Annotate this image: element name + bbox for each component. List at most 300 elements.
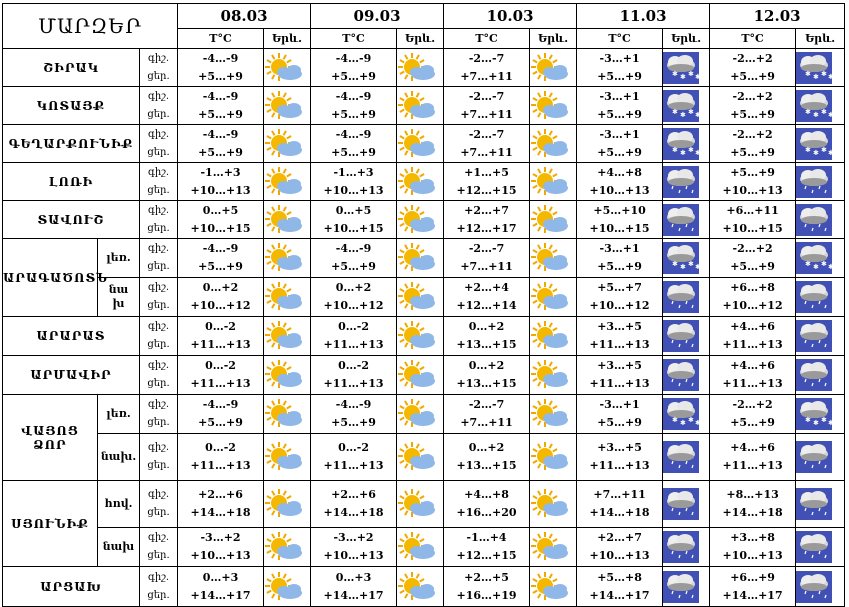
day-temp: +11…+13 (323, 377, 384, 390)
night-temp: 0…-2 (205, 320, 236, 333)
night-temp: -4…-9 (335, 127, 372, 141)
region-name: ՍՅՈՒՆԻՔ (3, 481, 98, 567)
weather-cell (796, 481, 845, 528)
weather-cell (796, 567, 845, 607)
night-temp: -4…-9 (335, 398, 372, 411)
date-header: 09.03 (311, 4, 444, 29)
temperature-cell (311, 278, 397, 317)
day-label: ցեր. (147, 339, 170, 350)
weather-cell (397, 163, 444, 201)
rain-cloud-icon (796, 359, 844, 391)
night-temp: -4…-9 (202, 127, 239, 141)
weather-cell (663, 481, 710, 528)
svg-text:✱: ✱ (672, 416, 678, 424)
day-temp: +12…+15 (456, 549, 517, 562)
rain-cloud-icon (663, 488, 709, 520)
day-temp: +11…+13 (722, 459, 783, 472)
night-label: գիշ. (147, 204, 170, 216)
temperature-cell (444, 125, 530, 163)
sun-cloud-icon (397, 52, 443, 84)
night-temp: -3…+2 (200, 531, 241, 544)
night-day-labels (140, 395, 178, 434)
night-temp: 0…-2 (338, 320, 369, 333)
day-temp: +11…+13 (190, 377, 251, 390)
date-header: 12.03 (710, 4, 845, 29)
night-temp: +5…+10 (593, 203, 646, 217)
weather-cell (264, 317, 311, 356)
snow-cloud-icon (663, 90, 709, 122)
subregion-name: լեռ. (98, 239, 140, 278)
temperature-cell (577, 278, 663, 317)
temperature-cell (444, 201, 530, 239)
day-temp: +14…+18 (589, 506, 650, 519)
night-label: գիշ. (147, 399, 170, 410)
region-name: ԱՐՄԱՎԻՐ (3, 356, 140, 395)
day-temp: +10…+15 (589, 221, 650, 235)
snow-cloud-icon (663, 128, 709, 160)
table-row (3, 49, 845, 87)
table-row (3, 201, 845, 239)
weather-column-header: Երև. (796, 29, 845, 49)
day-temp: +11…+13 (589, 338, 650, 351)
day-temp: +5…+9 (331, 145, 376, 159)
sun-cloud-icon (530, 320, 576, 352)
night-day-labels (140, 528, 178, 567)
sun-cloud-icon (397, 531, 443, 563)
weather-cell (796, 528, 845, 567)
day-temp: +14…+17 (190, 588, 251, 602)
svg-text:✱: ✱ (813, 419, 819, 427)
weather-cell (796, 239, 845, 278)
night-day-labels (140, 317, 178, 356)
rain-cloud-icon (796, 281, 844, 313)
night-day-labels (140, 481, 178, 528)
temperature-cell (311, 49, 397, 87)
night-temp: 0…+2 (468, 320, 505, 333)
day-temp: +11…+13 (190, 338, 251, 351)
night-label: գիշ. (147, 90, 170, 102)
night-day-labels (140, 434, 178, 481)
night-day-labels (140, 125, 178, 163)
weather-cell (264, 567, 311, 607)
day-temp: +11…+13 (323, 338, 384, 351)
svg-text:✱: ✱ (821, 107, 827, 116)
sun-cloud-icon (530, 204, 576, 236)
temperature-cell (311, 434, 397, 481)
day-temp: +5…+9 (597, 260, 642, 273)
night-day-labels (140, 239, 178, 278)
day-temp: +5…+9 (730, 107, 775, 121)
rain-cloud-icon (796, 320, 844, 352)
weather-column-header: Երև. (663, 29, 710, 49)
night-temp: 0…+2 (468, 441, 505, 454)
day-temp: +5…+9 (331, 260, 376, 273)
night-temp: +4…+6 (730, 359, 775, 372)
night-label: գիշ. (147, 52, 170, 64)
svg-text:✱: ✱ (828, 110, 834, 119)
sun-cloud-icon (397, 398, 443, 430)
weather-cell (663, 395, 710, 434)
day-temp: +14…+18 (190, 506, 251, 519)
day-temp: +10…+13 (190, 183, 251, 197)
day-temp: +10…+15 (722, 221, 783, 235)
table-row (3, 125, 845, 163)
region-name: ԱՐՑԱԽ (3, 567, 140, 607)
temperature-cell (444, 434, 530, 481)
night-temp: +2…+5 (464, 570, 509, 584)
night-label: գիշ. (147, 442, 170, 453)
temperature-cell (444, 317, 530, 356)
day-temp: +10…+13 (190, 549, 251, 562)
sun-cloud-icon (530, 128, 576, 160)
weather-cell (397, 434, 444, 481)
rain-cloud-icon (663, 204, 709, 236)
region-name: ԳԵՂԱՐՔՈՒՆԻՔ (3, 125, 140, 163)
night-label: գիշ. (147, 166, 170, 178)
svg-text:✱: ✱ (688, 145, 694, 154)
temperature-cell (444, 239, 530, 278)
day-temp: +5…+9 (730, 260, 775, 273)
night-label: գիշ. (147, 128, 170, 140)
sun-cloud-icon (264, 204, 310, 236)
snow-cloud-icon (796, 398, 844, 430)
weather-cell (397, 125, 444, 163)
sun-cloud-icon (530, 359, 576, 391)
temperature-cell (311, 317, 397, 356)
day-temp: +16…+20 (456, 506, 517, 519)
day-label: ցեր. (147, 550, 170, 561)
weather-cell (796, 163, 845, 201)
weather-cell (663, 239, 710, 278)
weather-cell (663, 317, 710, 356)
night-temp: 0…+5 (202, 203, 239, 217)
night-day-labels (140, 278, 178, 317)
temperature-cell (710, 125, 796, 163)
night-temp: 0…-2 (338, 441, 369, 454)
temperature-cell (178, 278, 264, 317)
day-label: ցեր. (147, 261, 170, 272)
temperature-cell (710, 481, 796, 528)
svg-text:✱: ✱ (672, 260, 678, 268)
sun-cloud-icon (397, 359, 443, 391)
day-temp: +5…+9 (597, 107, 642, 121)
temperature-cell (178, 528, 264, 567)
day-temp: +5…+9 (730, 416, 775, 429)
weather-cell (663, 278, 710, 317)
weather-cell (796, 278, 845, 317)
svg-text:✱: ✱ (821, 69, 827, 78)
night-temp: -4…-9 (202, 398, 239, 411)
subregion-name: նա խ (98, 278, 140, 317)
weather-cell (264, 201, 311, 239)
temperature-cell (710, 528, 796, 567)
snow-cloud-icon (796, 128, 844, 160)
rain-cloud-icon (663, 166, 709, 198)
temperature-cell (178, 49, 264, 87)
sun-cloud-icon (530, 398, 576, 430)
night-day-labels (140, 567, 178, 607)
night-temp: -3…+1 (599, 398, 640, 411)
region-name: ՏԱՎՈՒՇ (3, 201, 140, 239)
subregion-name: նախ. (98, 434, 140, 481)
table-row (3, 87, 845, 125)
date-header: 08.03 (178, 4, 311, 29)
night-temp: -2…-7 (468, 89, 505, 103)
temperature-cell (178, 481, 264, 528)
svg-text:✱: ✱ (813, 148, 819, 157)
region-name: ԱՐԱԳԱԾՈՏՆ (3, 239, 98, 317)
temp-column-header: T°C (178, 29, 264, 49)
temperature-cell (444, 49, 530, 87)
temperature-cell (710, 567, 796, 607)
temperature-cell (178, 434, 264, 481)
day-temp: +7…+11 (460, 260, 513, 273)
night-temp: 0…-2 (338, 359, 369, 372)
svg-text:✱: ✱ (695, 148, 701, 157)
weather-cell (264, 481, 311, 528)
svg-text:✱: ✱ (695, 263, 701, 271)
night-temp: +3…+5 (597, 359, 642, 372)
table-row (3, 434, 845, 481)
night-temp: -2…-7 (468, 51, 505, 65)
night-temp: -4…-9 (202, 51, 239, 65)
day-label: ցեր. (147, 108, 170, 120)
day-temp: +11…+13 (190, 459, 251, 472)
night-temp: +2…+7 (464, 203, 509, 217)
day-temp: +5…+9 (730, 69, 775, 83)
subregion-name: հով. (98, 481, 140, 528)
svg-text:✱: ✱ (688, 260, 694, 268)
svg-text:✱: ✱ (828, 263, 834, 271)
snow-cloud-icon (663, 52, 709, 84)
sun-cloud-icon (397, 204, 443, 236)
day-temp: +14…+18 (722, 506, 783, 519)
temperature-cell (577, 434, 663, 481)
day-temp: +14…+17 (323, 588, 384, 602)
temperature-cell (577, 125, 663, 163)
night-temp: -2…+2 (732, 51, 773, 65)
night-temp: -4…-9 (335, 89, 372, 103)
night-label: գիշ. (147, 532, 170, 543)
night-temp: -2…-7 (468, 127, 505, 141)
sun-cloud-icon (264, 52, 310, 84)
night-temp: +2…+7 (597, 531, 642, 544)
weather-cell (663, 528, 710, 567)
region-name: ԱՐԱՐԱՏ (3, 317, 140, 356)
temperature-cell (710, 201, 796, 239)
svg-text:✱: ✱ (821, 416, 827, 424)
temp-column-header: T°C (311, 29, 397, 49)
night-temp: -2…-7 (468, 242, 505, 255)
temperature-cell (444, 395, 530, 434)
day-temp: +13…+15 (456, 377, 517, 390)
temperature-cell (311, 87, 397, 125)
weather-cell (397, 201, 444, 239)
day-label: ցեր. (147, 146, 170, 158)
weather-cell (530, 528, 577, 567)
rain-cloud-icon (663, 320, 709, 352)
snow-cloud-icon (663, 242, 709, 274)
snow-cloud-icon (796, 52, 844, 84)
day-temp: +10…+13 (722, 549, 783, 562)
temperature-cell (311, 395, 397, 434)
temperature-cell (577, 201, 663, 239)
sun-cloud-icon (397, 320, 443, 352)
svg-text:✱: ✱ (828, 72, 834, 81)
day-temp: +14…+17 (589, 588, 650, 602)
night-temp: -2…+2 (732, 242, 773, 255)
table-row (3, 395, 845, 434)
table-row (3, 356, 845, 395)
temperature-cell (577, 567, 663, 607)
date-header: 10.03 (444, 4, 577, 29)
weather-cell (397, 356, 444, 395)
weather-cell (663, 87, 710, 125)
night-temp: -3…+1 (599, 242, 640, 255)
day-temp: +12…+14 (456, 299, 517, 312)
weather-cell (530, 356, 577, 395)
weather-cell (796, 395, 845, 434)
weather-cell (530, 87, 577, 125)
weather-column-header: Երև. (264, 29, 311, 49)
weather-cell (663, 567, 710, 607)
day-temp: +5…+9 (198, 145, 243, 159)
day-temp: +10…+13 (323, 183, 384, 197)
day-temp: +7…+11 (460, 416, 513, 429)
weather-cell (530, 239, 577, 278)
svg-text:✱: ✱ (828, 148, 834, 157)
weather-cell (530, 49, 577, 87)
weather-cell (264, 49, 311, 87)
rain-cloud-icon (796, 488, 844, 520)
temperature-cell (710, 434, 796, 481)
sun-cloud-icon (530, 242, 576, 274)
sun-cloud-icon (264, 128, 310, 160)
day-label: ցեր. (147, 460, 170, 471)
weather-cell (796, 87, 845, 125)
sun-cloud-icon (530, 571, 576, 603)
day-temp: +5…+9 (198, 260, 243, 273)
rain-cloud-icon (796, 531, 844, 563)
day-temp: +16…+19 (456, 588, 517, 602)
weather-column-header: Երև. (397, 29, 444, 49)
weather-cell (264, 163, 311, 201)
weather-cell (264, 125, 311, 163)
day-temp: +5…+9 (331, 107, 376, 121)
night-temp: +7…+11 (593, 488, 646, 501)
svg-text:✱: ✱ (672, 69, 678, 78)
weather-cell (264, 278, 311, 317)
night-day-labels (140, 201, 178, 239)
sun-cloud-icon (264, 441, 310, 473)
night-temp: -1…+3 (333, 165, 374, 179)
svg-text:✱: ✱ (821, 260, 827, 268)
night-temp: -4…-9 (335, 51, 372, 65)
night-temp: +3…+5 (597, 441, 642, 454)
temperature-cell (444, 528, 530, 567)
day-label: ցեր. (147, 222, 170, 234)
night-temp: +5…+8 (597, 570, 642, 584)
svg-text:✱: ✱ (813, 263, 819, 271)
day-label: ցեր. (147, 378, 170, 389)
day-temp: +14…+18 (323, 506, 384, 519)
temperature-cell (577, 317, 663, 356)
weather-cell (796, 201, 845, 239)
day-temp: +14…+17 (722, 588, 783, 602)
svg-text:✱: ✱ (680, 110, 686, 119)
night-temp: -3…+1 (599, 127, 640, 141)
day-label: ցեր. (147, 184, 170, 196)
svg-text:✱: ✱ (672, 107, 678, 116)
svg-text:✱: ✱ (695, 72, 701, 81)
weather-cell (796, 125, 845, 163)
temperature-cell (710, 49, 796, 87)
weather-cell (530, 395, 577, 434)
day-temp: +12…+15 (456, 183, 517, 197)
night-temp: -1…+4 (466, 531, 507, 544)
sun-cloud-icon (264, 90, 310, 122)
svg-text:✱: ✱ (688, 69, 694, 78)
temperature-cell (710, 395, 796, 434)
temperature-cell (577, 239, 663, 278)
svg-text:✱: ✱ (695, 110, 701, 119)
night-temp: 0…-2 (205, 441, 236, 454)
sun-cloud-icon (264, 571, 310, 603)
weather-column-header: Երև. (530, 29, 577, 49)
night-temp: +5…+7 (597, 281, 642, 294)
temperature-cell (178, 567, 264, 607)
svg-text:✱: ✱ (813, 72, 819, 81)
day-temp: +5…+9 (730, 145, 775, 159)
sun-cloud-icon (530, 90, 576, 122)
weather-cell (663, 163, 710, 201)
table-row (3, 528, 845, 567)
night-temp: +3…+5 (597, 320, 642, 333)
day-label: ցեր. (147, 507, 170, 518)
weather-cell (530, 278, 577, 317)
svg-text:✱: ✱ (688, 416, 694, 424)
night-temp: -3…+1 (599, 89, 640, 103)
temperature-cell (577, 49, 663, 87)
day-label: ցեր. (147, 589, 170, 601)
day-temp: +10…+15 (323, 221, 384, 235)
svg-text:✱: ✱ (680, 72, 686, 81)
sun-cloud-icon (530, 441, 576, 473)
temperature-cell (311, 201, 397, 239)
weather-cell (264, 395, 311, 434)
weather-cell (796, 317, 845, 356)
temperature-cell (577, 87, 663, 125)
weather-cell (397, 278, 444, 317)
sun-cloud-icon (530, 488, 576, 520)
temp-column-header: T°C (577, 29, 663, 49)
sun-cloud-icon (397, 441, 443, 473)
day-temp: +5…+9 (331, 69, 376, 83)
weather-cell (530, 481, 577, 528)
weather-cell (530, 201, 577, 239)
weather-cell (530, 163, 577, 201)
night-temp: +3…+8 (730, 531, 775, 544)
rain-cloud-icon (796, 166, 844, 198)
svg-text:✱: ✱ (805, 260, 811, 268)
svg-text:✱: ✱ (680, 419, 686, 427)
night-temp: +6…+11 (726, 203, 779, 217)
temperature-cell (311, 356, 397, 395)
svg-text:✱: ✱ (680, 263, 686, 271)
weather-cell (397, 87, 444, 125)
rain-cloud-icon (663, 441, 709, 473)
night-temp: -4…-9 (202, 89, 239, 103)
